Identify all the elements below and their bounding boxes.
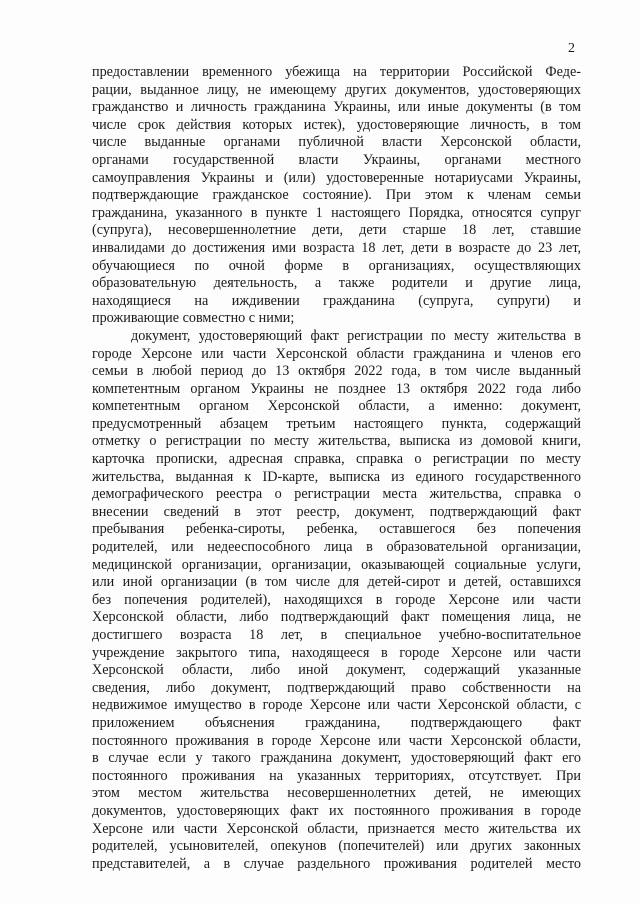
- page-number: 2: [568, 41, 575, 56]
- text-line: в случае если у такого гражданина документ, удостоверяющий факт его: [92, 750, 581, 767]
- text-line: карточка прописки, адресная справка, справка о регистрации по месту: [92, 451, 581, 468]
- text-line: проживающие совместно с ними;: [92, 310, 295, 327]
- text-line: Херсоне или части Херсонской области, признается место жительства их: [92, 820, 581, 837]
- text-line: жительства, выданная к ID-карте, выписка из единого государственного: [92, 468, 581, 485]
- text-line: Херсонской области, либо иной документ, содержащий указанные: [92, 662, 581, 679]
- text-line: сведения, либо документ, подтверждающий право собственности на: [92, 679, 581, 696]
- text-line: этом местом жительства несовершеннолетних детей, не имеющих: [92, 785, 581, 802]
- text-line: предоставлении временного убежища на территории Российской Феде-: [92, 64, 581, 80]
- text-line: самоуправления Украины и (или) удостоверенные нотариусами Украины,: [92, 169, 581, 186]
- text-line: Херсонской области, либо подтверждающий факт помещения лица, не: [92, 609, 581, 626]
- text-line: гражданина, указанного в пункте 1 настоящего Порядка, относятся супруг: [92, 204, 581, 221]
- text-line: постоянного проживания на указанных территориях, отсутствует. При: [92, 767, 581, 784]
- text-line: документ, удостоверяющий факт регистрации по месту жительства в: [131, 327, 581, 344]
- text-line: подтверждающие гражданское состояние). При этом к членам семьи: [92, 187, 581, 204]
- text-line: (супруга), несовершеннолетние дети, дети старше 18 лет, ставшие: [92, 222, 581, 239]
- text-line: предусмотренный абзацем третьим настоящего пункта, содержащий: [92, 415, 581, 432]
- text-line: учреждение закрытого типа, находящееся в городе Херсоне или части: [92, 644, 581, 661]
- text-line: образовательную деятельность, а также родители и другие лица,: [92, 275, 581, 292]
- text-line: городе Херсоне или части Херсонской области гражданина и членов его: [92, 345, 581, 362]
- text-line: отметку о регистрации по месту жительства, выписка из домовой книги,: [92, 433, 581, 450]
- text-line: органами государственной власти Украины, органами местного: [92, 151, 581, 168]
- text-line: медицинской организации, организации, оказывающей социальные услуги,: [92, 556, 581, 573]
- text-line: внесении сведений в этот реестр, документ, подтверждающий факт: [92, 503, 581, 520]
- text-line: обучающиеся по очной форме в организациях, осуществляющих: [92, 257, 581, 274]
- text-line: пребывания ребенка-сироты, ребенка, оставшегося без попечения: [92, 521, 581, 538]
- text-line: числе выданные органами публичной власти Херсонской области,: [92, 134, 581, 151]
- text-line: постоянного проживания в городе Херсоне или части Херсонской области,: [92, 732, 581, 749]
- text-line: без попечения родителей), находящихся в городе Херсоне или части: [92, 591, 581, 608]
- text-line: демографического реестра о регистрации места жительства, справка о: [92, 486, 581, 503]
- text-line: компетентным органом Украины не позднее 13 октября 2022 года либо: [92, 380, 581, 397]
- text-line: числе срок действия которых истек), удостоверяющие личность, в том: [92, 116, 581, 133]
- text-line: или иной организации (в том числе для детей-сирот и детей, оставшихся: [92, 574, 581, 591]
- text-line: рации, выданное лицу, не имеющему других документов, удостоверяющих: [92, 81, 581, 98]
- text-line: семьи в любой период до 13 октября 2022 года, в том числе выданный: [92, 363, 581, 380]
- text-line: достигшего возраста 18 лет, в специальное учебно-воспитательное: [92, 627, 581, 643]
- text-line: родителей, или недееспособного лица в образовательной организации,: [92, 539, 581, 556]
- text-line: компетентным органом Херсонской области, а именно: документ,: [92, 398, 581, 415]
- text-line: родителей, усыновителей, опекунов (попечителей) или других законных: [92, 838, 581, 855]
- text-line: недвижимое имущество в городе Херсоне или части Херсонской области, с: [92, 697, 581, 714]
- text-line: находящиеся на иждивении гражданина (супруга, супруги) и: [92, 292, 581, 309]
- text-line: инвалидами до достижения ими возраста 18 лет, дети в возрасте до 23 лет,: [92, 239, 581, 256]
- text-line: документов, удостоверяющих факт их постоянного проживания в городе: [92, 802, 581, 819]
- text-line: приложением объяснения гражданина, подтверждающего факт: [92, 714, 581, 731]
- text-line: представителей, а в случае раздельного проживания родителей место: [92, 855, 581, 872]
- document-body: [92, 64, 581, 873]
- text-line: гражданство и личность гражданина Украины, или иные документы (в том: [92, 99, 581, 116]
